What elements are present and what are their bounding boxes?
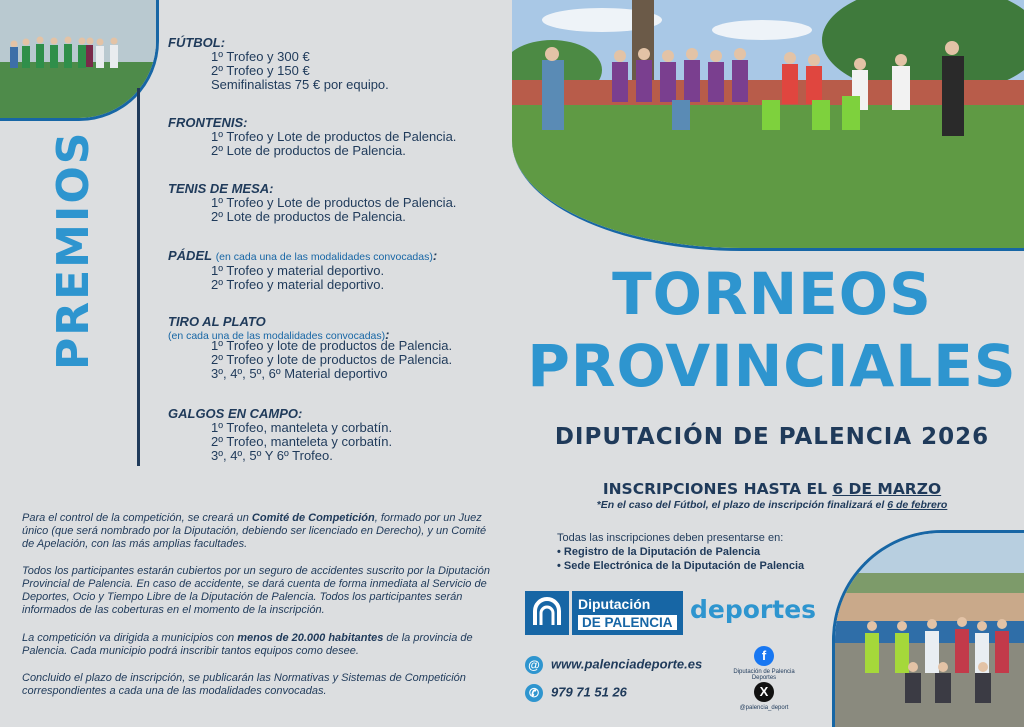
diputacion-logo-line1: Diputación [578,596,651,612]
prize-line: 2º Trofeo, manteleta y corbatín. [211,434,393,449]
website-link[interactable] [525,656,702,674]
registration-deadline [520,480,1024,498]
prize-title: FRONTENIS: [168,115,248,130]
rules-text: La competición va dirigida a municipios con [22,632,238,644]
rules-paragraph-insurance [22,565,496,617]
phone-icon: ✆ [525,684,543,702]
prize-line: 3º, 4º, 5º, 6º Material deportivo [211,366,388,381]
prize-title: TIRO AL PLATO [168,314,266,329]
rules-text: de la provincia de Palencia. Cada municipio podrá inscribir tantos equipos como desee. [22,632,473,657]
rules-paragraph-committee [22,512,496,551]
title-line-1: TORNEOS [612,260,932,328]
at-icon: @ [525,656,543,674]
prize-futbol [168,36,389,92]
prize-line: 1º Trofeo y material deportivo. [211,263,385,278]
football-deadline-note [520,499,1024,511]
diputacion-logo-line2: DE PALENCIA [578,615,677,630]
submission-item: • Sede Electrónica de la Diputación de Palencia [557,560,805,572]
prize-line: 2º Trofeo y material deportivo. [211,277,385,292]
prize-note: (en cada una de las modalidades convocadas) [215,251,433,263]
diputacion-logo [525,591,683,635]
deadline-date: 6 DE MARZO [832,480,942,498]
premios-heading-text: PREMIOS [48,130,99,370]
submission-intro: Todas las inscripciones deben presentarse en: [557,532,784,544]
prize-line: 1º Trofeo y Lote de productos de Palencia. [211,129,457,144]
prize-line: 1º Trofeo y 300 € [211,49,310,64]
note-text: *En el caso del Fútbol, el plazo de inscripción finalizará el [596,499,888,511]
prize-galgos [168,407,392,463]
website-text: www.palenciadeporte.es [551,656,703,672]
rules-text: Todos los participantes estarán cubiertos por un seguro de accidentes suscrito por la Diputación Provincial de Palencia. En caso de accidente, se dará cuenta de forma inmediata al Servicio de Deportes, Ocio y Tiempo Libre de la Diputación de Palencia. Todos los participantes serán informados de las coberturas en el momento de la inscripción. [22,565,490,616]
deportes-logo: deportes [690,595,817,624]
note-date: 6 de febrero [887,499,948,511]
prize-padel [168,249,437,292]
x-label: @palencia_deport [739,705,789,711]
title-line-2: PROVINCIALES [527,332,1017,400]
rules-text: Para el control de la competición, se creará un [22,512,252,524]
prize-line: 3º, 4º, 5º Y 6º Trofeo. [211,448,333,463]
rules-text: , formado por un Juez único (que será nombrado por la Diputación, debiendo ser licenciado en Derecho), y un Comité de Apelación, con las más amplias facultades. [22,512,487,550]
prize-title: PÁDEL [168,248,213,263]
prize-line: 2º Trofeo y lote de productos de Palencia. [211,352,453,367]
prize-line: 1º Trofeo y lote de productos de Palencia. [211,338,453,353]
facebook-link[interactable] [728,646,800,681]
prize-title: GALGOS EN CAMPO: [168,406,303,421]
diputacion-logo-mark [525,591,569,635]
prize-line: Semifinalistas 75 € por equipo. [211,77,389,92]
x-link[interactable] [728,682,800,711]
submission-info [557,531,804,573]
prize-tiro [168,315,452,381]
prize-line: 2º Lote de productos de Palencia. [211,143,406,158]
prize-note: (en cada una de las modalidades convocadas) [168,330,386,342]
submission-item: • Registro de la Diputación de Palencia [557,546,761,558]
facebook-icon: f [754,646,774,666]
rules-paragraph-regulations [22,672,496,698]
prize-colon: : [432,248,438,263]
rules-paragraph-municipalities [22,632,496,658]
prize-line: 1º Trofeo y Lote de productos de Palencia. [211,195,457,210]
prize-line: 2º Trofeo y 150 € [211,63,310,78]
x-icon: X [754,682,774,702]
rules-text: Concluido el plazo de inscripción, se publicarán las Normativas y Sistemas de Competición correspondientes a cada una de las modalidades convocadas. [22,672,466,697]
prize-line: 1º Trofeo, manteleta y corbatín. [211,420,393,435]
premios-heading [20,130,120,380]
deadline-text: INSCRIPCIONES HASTA EL [602,480,833,498]
prize-colon: : [385,327,390,342]
prize-line: 2º Lote de productos de Palencia. [211,209,406,224]
prize-title: TENIS DE MESA: [168,181,274,196]
prize-tenis-mesa [168,182,456,224]
rules-text-bold: menos de 20.000 habitantes [237,632,384,644]
rules-text-bold: Comité de Competición [251,512,375,524]
phone-text: 979 71 51 26 [551,684,627,700]
subtitle: DIPUTACIÓN DE PALENCIA 2026 [554,424,990,450]
prize-title: FÚTBOL: [168,35,226,50]
phone-link[interactable] [525,684,627,702]
divider-line [137,88,140,466]
photo-group-winners [512,0,1024,251]
facebook-label: Diputación de Palencia Deportes [733,669,795,681]
prize-frontenis [168,116,456,158]
photo-football-team [0,0,159,121]
photo-group-court [832,530,1024,727]
